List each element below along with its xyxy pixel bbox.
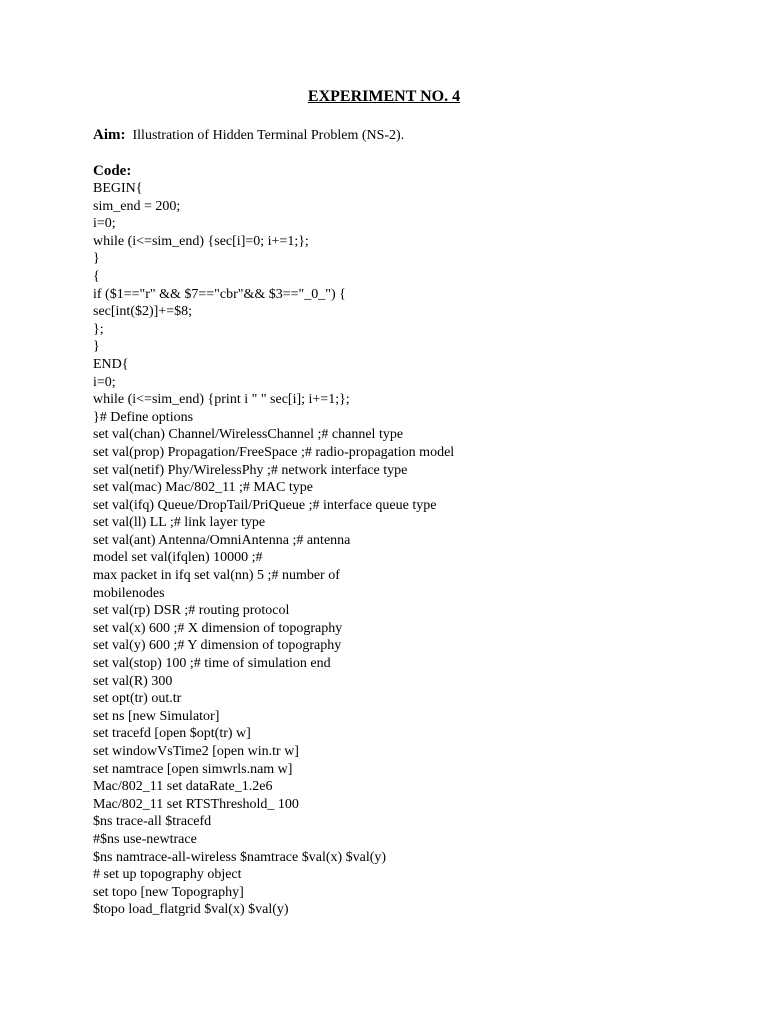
code-heading: Code: bbox=[93, 163, 132, 179]
code-line: Mac/802_11 set dataRate_1.2e6 bbox=[93, 779, 273, 795]
code-line: if ($1=="r" && $7=="cbr"&& $3=="_0_") { bbox=[93, 286, 346, 302]
code-line: }; bbox=[93, 321, 104, 337]
code-line: set val(R) 300 bbox=[93, 673, 173, 689]
code-line: sim_end = 200; bbox=[93, 198, 181, 214]
aim-text: Illustration of Hidden Terminal Problem (NS-2). bbox=[132, 128, 405, 143]
code-line: } bbox=[93, 251, 100, 267]
code-line: set val(ant) Antenna/OmniAntenna ;# antenna bbox=[93, 532, 351, 548]
code-line: while (i<=sim_end) {print i " " sec[i]; i+=1;}; bbox=[93, 392, 350, 408]
code-line: $ns namtrace-all-wireless $namtrace $val(x) $val(y) bbox=[93, 849, 387, 865]
code-line: set ns [new Simulator] bbox=[93, 708, 220, 724]
code-line: set val(mac) Mac/802_11 ;# MAC type bbox=[93, 480, 313, 496]
code-line: set val(rp) DSR ;# routing protocol bbox=[93, 603, 290, 619]
code-line: set opt(tr) out.tr bbox=[93, 691, 182, 707]
code-line: $topo load_flatgrid $val(x) $val(y) bbox=[93, 902, 289, 918]
code-line: set val(y) 600 ;# Y dimension of topography bbox=[93, 638, 342, 654]
code-line: while (i<=sim_end) {sec[i]=0; i+=1;}; bbox=[93, 233, 309, 249]
code-line: model set val(ifqlen) 10000 ;# bbox=[93, 550, 263, 566]
aim-label: Aim: bbox=[93, 127, 126, 143]
code-line: set namtrace [open simwrls.nam w] bbox=[93, 761, 293, 777]
code-line: Mac/802_11 set RTSThreshold_ 100 bbox=[93, 796, 299, 812]
aim-paragraph bbox=[93, 126, 404, 145]
code-line: set topo [new Topography] bbox=[93, 884, 244, 900]
code-line: set val(ifq) Queue/DropTail/PriQueue ;# interface queue type bbox=[93, 497, 437, 513]
code-line: set val(prop) Propagation/FreeSpace ;# radio-propagation model bbox=[93, 444, 455, 460]
code-line: set val(stop) 100 ;# time of simulation end bbox=[93, 656, 331, 672]
code-line: set windowVsTime2 [open win.tr w] bbox=[93, 744, 299, 759]
code-line: set val(ll) LL ;# link layer type bbox=[93, 515, 266, 531]
code-line: max packet in ifq set val(nn) 5 ;# number of bbox=[93, 568, 340, 584]
code-line: { bbox=[93, 268, 100, 284]
code-line: $ns trace-all $tracefd bbox=[93, 814, 212, 830]
code-line: }# Define options bbox=[93, 409, 194, 425]
code-line: set val(chan) Channel/WirelessChannel ;# channel type bbox=[93, 427, 404, 443]
code-block bbox=[93, 180, 454, 919]
code-line: i=0; bbox=[93, 374, 116, 390]
code-line: set val(netif) Phy/WirelessPhy ;# network interface type bbox=[93, 462, 408, 478]
code-line: i=0; bbox=[93, 216, 116, 232]
code-line: # set up topography object bbox=[93, 867, 242, 883]
code-line: } bbox=[93, 339, 100, 355]
code-line: set val(x) 600 ;# X dimension of topography bbox=[93, 620, 343, 636]
page-title: EXPERIMENT NO. 4 bbox=[307, 88, 461, 105]
code-line: BEGIN{ bbox=[93, 181, 143, 196]
code-line: END{ bbox=[93, 356, 129, 372]
code-line: #$ns use-newtrace bbox=[93, 831, 197, 847]
code-line: mobilenodes bbox=[93, 585, 165, 601]
code-line: sec[int($2)]+=$8; bbox=[93, 304, 192, 320]
code-line: set tracefd [open $opt(tr) w] bbox=[93, 726, 251, 742]
